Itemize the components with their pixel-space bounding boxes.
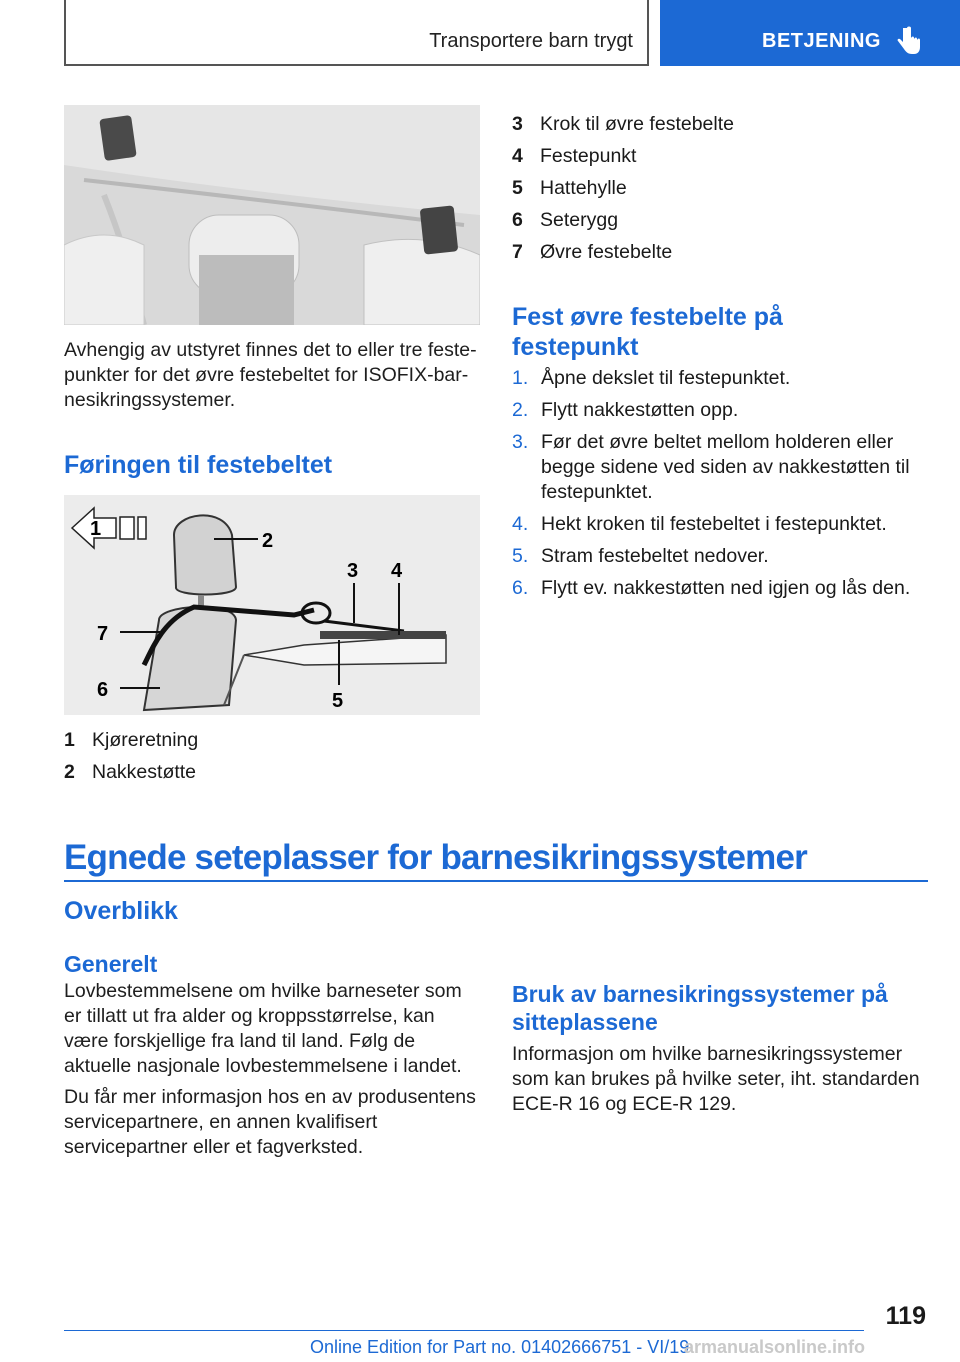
steps-list	[512, 366, 932, 608]
figure-label-1: 1	[90, 518, 102, 540]
figure-label-7: 7	[97, 623, 109, 645]
usage-paragraph: Informasjon om hvilke barnesikringssystemer som kan brukes på hvilke seter, iht. standarden ECE-R 16 og ECE-R 129.	[512, 1043, 920, 1115]
legend-right	[512, 108, 734, 268]
list-item: 4. Hekt kroken til festebeltet i festepunktet.	[512, 513, 887, 535]
figure-label-4: 4	[391, 560, 403, 582]
list-item: 6. Flytt ev. nakkestøtten ned igjen og lås den.	[512, 577, 911, 599]
section-divider	[64, 880, 928, 882]
list-item: 5. Stram festebeltet nedover.	[512, 545, 769, 567]
header-section-box	[660, 0, 960, 66]
legend-item: 6 Seterygg	[512, 209, 619, 231]
legend-item: 7 Øvre festebelte	[512, 241, 673, 263]
list-item: 1. Åpne dekslet til festepunktet.	[512, 367, 791, 389]
header-title-box	[64, 0, 649, 66]
section-title: Egnede seteplasser for barnesikringssystemer	[64, 838, 807, 877]
general-heading: Generelt	[64, 951, 158, 977]
edition-text: Online Edition for Part no. 01402666751 - VI/19	[310, 1337, 690, 1357]
attach-heading: Fest øvre festebelte på festepunkt	[512, 303, 783, 361]
figure-label-2: 2	[262, 530, 274, 552]
hand-pointer-icon	[896, 26, 922, 56]
list-item: 3. Før det øvre beltet mellom holderen eller begge sidene ved siden av nakkestøtten til festepunktet.	[512, 431, 910, 503]
isofix-anchor-photo	[64, 105, 480, 325]
general-paragraph-1: Lovbestemmelsene om hvilke barneseter som er tillatt ut fra alder og kroppsstørrelse, kan være forskjellige fra land til land. Følg de aktuelle nasjonale lovbestemmelsene i landet.	[64, 980, 462, 1077]
list-item: 2. Flytt nakkestøtten opp.	[512, 399, 739, 421]
figure-label-3: 3	[347, 560, 359, 582]
legend-item: 4 Festepunkt	[512, 145, 637, 167]
general-paragraph-2: Du får mer informasjon hos en av produsentens servicepartnere, en annen kvalifisert servicepartner eller et fagverksted.	[64, 1086, 476, 1158]
figure-label-6: 6	[97, 679, 109, 701]
overview-heading: Overblikk	[64, 897, 178, 925]
routing-heading: Føringen til festebeltet	[64, 451, 333, 479]
legend-left	[64, 724, 198, 788]
routing-diagram	[64, 495, 480, 715]
usage-heading: Bruk av barnesikringssystemer på sitteplassene	[512, 981, 888, 1035]
intro-paragraph: Avhengig av utstyret finnes det to eller tre festepunkter for det øvre festebeltet for ISOFIX-barnesikringssystemer.	[64, 339, 477, 411]
watermark: armanualsonline.info	[684, 1337, 866, 1357]
chapter-title: Transportere barn trygt	[429, 30, 633, 52]
legend-item: 3 Krok til øvre festebelte	[512, 113, 734, 135]
legend-item: 2 Nakkestøtte	[64, 761, 197, 783]
figure-label-5: 5	[332, 690, 344, 712]
section-label: BETJENING	[762, 30, 881, 52]
page-number: 119	[885, 1302, 926, 1330]
footer-divider	[64, 1330, 864, 1331]
legend-item: 5 Hattehylle	[512, 177, 627, 199]
legend-item: 1 Kjøreretning	[64, 729, 199, 751]
